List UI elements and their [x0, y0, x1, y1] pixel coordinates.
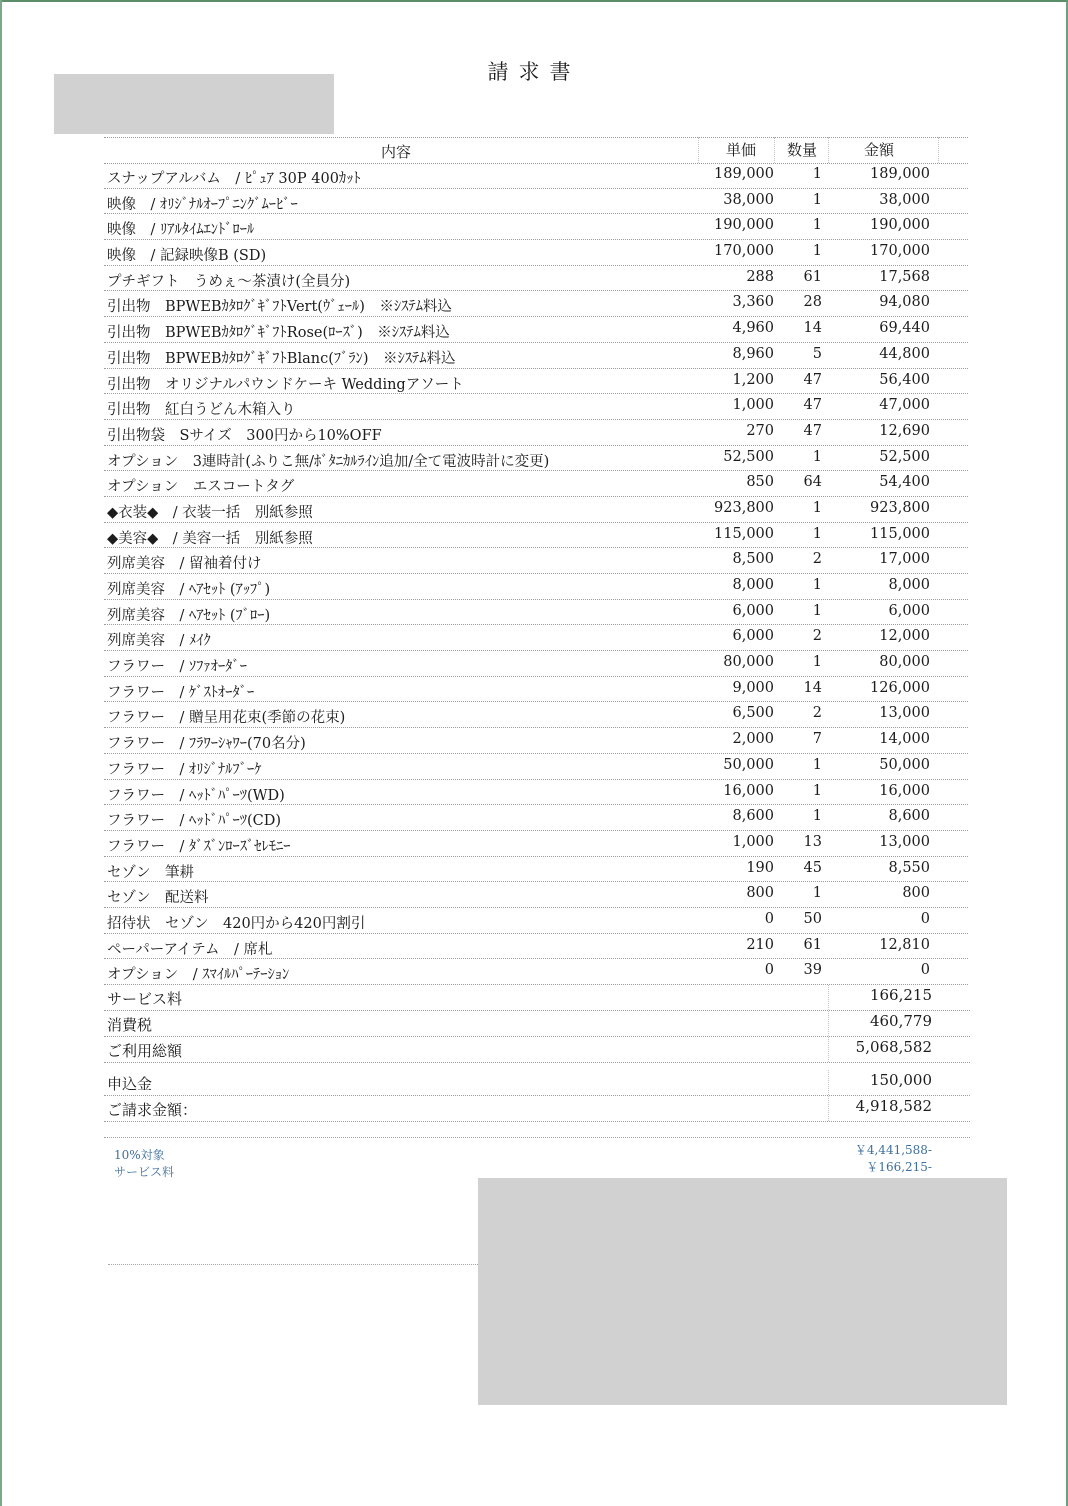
row-price: 16,000 — [723, 782, 774, 799]
table-row — [104, 625, 968, 651]
row-qty: 1 — [812, 756, 822, 773]
table-header — [104, 137, 968, 164]
row-qty: 47 — [803, 397, 822, 414]
row-amount: 12,000 — [879, 628, 930, 645]
row-qty: 1 — [812, 577, 822, 593]
row-desc: ◆衣装◆ / 衣装一括 別紙参照 — [107, 504, 313, 521]
table-row — [104, 317, 968, 343]
row-price: 52,500 — [723, 448, 774, 465]
row-price: 288 — [746, 268, 774, 285]
table-row — [104, 189, 968, 215]
row-amount: 13,000 — [879, 833, 930, 850]
row-qty: 28 — [803, 294, 822, 311]
table-row — [104, 831, 968, 857]
row-amount: 54,400 — [879, 474, 930, 491]
row-desc: フラワー / ﾍｯﾄﾞﾊﾟｰﾂ(CD) — [107, 813, 282, 830]
page-frame-left-edge — [0, 0, 2, 1506]
table-row — [104, 600, 968, 626]
table-row — [104, 574, 968, 600]
row-amount: 80,000 — [879, 654, 930, 671]
row-desc: フラワー / ｵﾘｼﾞﾅﾙﾌﾞｰｹ — [107, 761, 262, 778]
table-row — [104, 497, 968, 523]
row-price: 1,000 — [732, 397, 774, 414]
row-amount: 52,500 — [879, 448, 930, 465]
row-desc: フラワー / ﾀﾞｽﾞﾝﾛｰｽﾞｾﾚﾓﾆｰ — [107, 838, 291, 855]
summary-value: 5,068,582 — [855, 1038, 932, 1056]
summary-row — [104, 1011, 970, 1037]
row-price: 8,000 — [732, 577, 774, 593]
summary-divider — [828, 1037, 829, 1062]
row-desc: セゾン 配送料 — [107, 890, 209, 907]
row-price: 80,000 — [723, 654, 774, 671]
table-row — [104, 959, 968, 985]
header-divider — [938, 137, 939, 163]
row-price: 3,360 — [732, 294, 774, 311]
header-divider — [774, 137, 775, 163]
row-amount: 38,000 — [879, 191, 930, 208]
row-amount: 126,000 — [870, 679, 930, 696]
table-row — [104, 266, 968, 292]
summary-label: サービス料 — [107, 990, 183, 1008]
row-desc: 映像 / ﾘｱﾙﾀｲﾑｴﾝﾄﾞﾛｰﾙ — [107, 222, 255, 239]
signature-rule — [108, 1264, 478, 1265]
table-row — [104, 420, 968, 446]
row-qty: 61 — [803, 936, 822, 953]
row-desc: ペーパーアイテム / 席札 — [107, 941, 273, 958]
table-row — [104, 754, 968, 780]
redaction-block-bottom — [478, 1178, 1007, 1405]
table-row — [104, 934, 968, 960]
row-desc: オプション 3連時計(ふりこ無/ﾎﾞﾀﾆｶﾙﾗｲﾝ追加/全て電波時計に変更) — [107, 453, 550, 470]
row-price: 115,000 — [714, 525, 774, 542]
row-amount: 12,690 — [879, 422, 930, 439]
row-price: 190 — [746, 859, 774, 876]
row-price: 0 — [764, 910, 774, 927]
row-qty: 5 — [812, 345, 822, 362]
summary-divider — [828, 1070, 829, 1095]
row-price: 2,000 — [732, 731, 774, 748]
summary-value: 460,779 — [869, 1012, 932, 1030]
table-row — [104, 343, 968, 369]
row-desc: オプション / ｽﾏｲﾙﾊﾟｰﾃｰｼｮﾝ — [107, 967, 290, 984]
table-row — [104, 523, 968, 549]
table-row — [104, 163, 968, 189]
row-price: 850 — [746, 474, 774, 491]
table-row — [104, 728, 968, 754]
row-desc: 映像 / 記録映像B (SD) — [107, 248, 267, 265]
redaction-block-top — [54, 74, 334, 134]
row-amount: 12,810 — [879, 936, 930, 953]
table-row — [104, 882, 968, 908]
row-amount: 170,000 — [870, 243, 930, 260]
row-price: 8,600 — [732, 808, 774, 825]
tax-label-10pct: 10%対象 — [114, 1148, 165, 1162]
header-divider — [828, 137, 829, 163]
row-price: 9,000 — [732, 679, 774, 696]
table-row — [104, 446, 968, 472]
table-row — [104, 548, 968, 574]
row-qty: 61 — [803, 268, 822, 285]
row-desc: 引出物袋 Sサイズ 300円から10%OFF — [107, 427, 382, 444]
summary-divider — [828, 985, 829, 1010]
row-desc: オプション エスコートタグ — [107, 479, 295, 496]
row-price: 6,500 — [732, 705, 774, 722]
row-qty: 1 — [812, 191, 822, 208]
row-price: 50,000 — [723, 756, 774, 773]
row-qty: 14 — [803, 679, 822, 696]
row-qty: 50 — [803, 910, 822, 927]
table-row — [104, 214, 968, 240]
tax-rule — [104, 1137, 970, 1138]
row-qty: 14 — [803, 320, 822, 337]
row-price: 189,000 — [714, 166, 774, 182]
table-row — [104, 805, 968, 831]
summary-value: 4,918,582 — [855, 1097, 932, 1115]
row-amount: 6,000 — [888, 602, 930, 619]
row-price: 6,000 — [732, 628, 774, 645]
table-row — [104, 369, 968, 395]
row-amount: 56,400 — [879, 371, 930, 388]
row-desc: 列席美容 / ﾍｱｾｯﾄ (ﾌﾞﾛｰ) — [107, 607, 271, 624]
row-qty: 1 — [812, 499, 822, 516]
row-amount: 8,550 — [888, 859, 930, 876]
row-desc: フラワー / ｿﾌｧｵｰﾀﾞｰ — [107, 659, 247, 676]
summary-label: ご利用総額 — [107, 1042, 183, 1060]
tax-value-service: ￥166,215- — [866, 1160, 932, 1174]
row-desc: スナップアルバム / ﾋﾟｭｱ 30P 400ｶｯﾄ — [107, 171, 361, 187]
row-amount: 115,000 — [870, 525, 930, 542]
row-qty: 45 — [803, 859, 822, 876]
row-desc: ◆美容◆ / 美容一括 別紙参照 — [107, 530, 313, 547]
tax-value-10pct: ￥4,441,588- — [854, 1143, 932, 1157]
summary-section — [104, 985, 970, 1122]
row-qty: 47 — [803, 371, 822, 388]
row-qty: 1 — [812, 525, 822, 542]
row-amount: 17,000 — [879, 551, 930, 568]
row-desc: 引出物 BPWEBｶﾀﾛｸﾞｷﾞﾌﾄVert(ｳﾞｪｰﾙ) ※ｼｽﾃﾑ料込 — [107, 299, 452, 316]
table-body — [104, 163, 968, 985]
row-amount: 17,568 — [879, 268, 930, 285]
row-desc: 列席美容 / ﾍｱｾｯﾄ (ｱｯﾌﾟ) — [107, 582, 271, 598]
row-qty: 64 — [803, 474, 822, 491]
row-desc: 招待状 セゾン 420円から420円割引 — [107, 915, 366, 932]
row-qty: 1 — [812, 808, 822, 825]
row-desc: フラワー / ﾍｯﾄﾞﾊﾟｰﾂ(WD) — [107, 787, 285, 804]
row-qty: 7 — [812, 731, 822, 748]
row-desc: フラワー / ｹﾞｽﾄｵｰﾀﾞｰ — [107, 684, 255, 701]
row-amount: 69,440 — [879, 320, 930, 337]
header-price: 単価 — [725, 141, 756, 159]
row-desc: フラワー / ﾌﾗﾜｰｼｬﾜｰ(70名分) — [107, 736, 306, 753]
row-qty: 1 — [812, 217, 822, 234]
row-price: 190,000 — [714, 217, 774, 234]
row-desc: 引出物 紅白うどん木箱入り — [107, 402, 296, 419]
row-amount: 8,600 — [888, 808, 930, 825]
row-price: 8,500 — [732, 551, 774, 568]
row-qty: 47 — [803, 422, 822, 439]
summary-row — [104, 1037, 970, 1063]
row-amount: 94,080 — [879, 294, 930, 311]
table-row — [104, 857, 968, 883]
row-amount: 14,000 — [879, 731, 930, 748]
row-price: 923,800 — [714, 499, 774, 516]
row-price: 6,000 — [732, 602, 774, 619]
row-amount: 44,800 — [879, 345, 930, 362]
table-row — [104, 780, 968, 806]
row-qty: 2 — [812, 705, 822, 722]
table-row — [104, 702, 968, 728]
row-qty: 39 — [803, 962, 822, 979]
header-desc: 内容 — [380, 143, 411, 161]
header-amount: 金額 — [863, 141, 894, 159]
document-title: 請求書 — [487, 60, 581, 84]
row-desc: フラワー / 贈呈用花束(季節の花束) — [107, 710, 346, 727]
row-amount: 800 — [902, 885, 930, 902]
table-row — [104, 471, 968, 497]
row-qty: 1 — [812, 602, 822, 619]
summary-label: 消費税 — [107, 1016, 153, 1034]
row-desc: セゾン 筆耕 — [107, 864, 194, 881]
row-price: 210 — [746, 936, 774, 953]
row-qty: 1 — [812, 166, 822, 182]
summary-divider — [828, 1096, 829, 1121]
row-desc: 映像 / ｵﾘｼﾞﾅﾙｵｰﾌﾟﾆﾝｸﾞﾑｰﾋﾞｰ — [107, 196, 298, 213]
header-qty: 数量 — [786, 141, 817, 159]
row-desc: プチギフト うめぇ～茶漬け(全員分) — [107, 273, 351, 290]
row-qty: 1 — [812, 243, 822, 260]
row-qty: 1 — [812, 654, 822, 671]
row-price: 38,000 — [723, 191, 774, 208]
row-price: 4,960 — [732, 320, 774, 337]
row-desc: 引出物 オリジナルパウンドケーキ Weddingアソート — [107, 376, 464, 393]
row-amount: 50,000 — [879, 756, 930, 773]
header-divider — [698, 137, 699, 163]
table-row — [104, 291, 968, 317]
row-amount: 190,000 — [870, 217, 930, 234]
summary-label: ご請求金額： — [107, 1101, 198, 1119]
table-row — [104, 677, 968, 703]
row-price: 1,000 — [732, 833, 774, 850]
row-desc: 引出物 BPWEBｶﾀﾛｸﾞｷﾞﾌﾄBlanc(ﾌﾞﾗﾝ) ※ｼｽﾃﾑ料込 — [107, 350, 456, 367]
row-qty: 2 — [812, 628, 822, 645]
summary-row — [104, 985, 970, 1011]
table-row — [104, 651, 968, 677]
table-row — [104, 240, 968, 266]
summary-value: 166,215 — [869, 986, 932, 1004]
row-amount: 47,000 — [879, 397, 930, 414]
row-qty: 1 — [812, 448, 822, 465]
row-price: 0 — [764, 962, 774, 979]
tax-label-service: サービス料 — [114, 1165, 175, 1179]
row-desc: 列席美容 / ﾒｲｸ — [107, 633, 211, 650]
row-qty: 2 — [812, 551, 822, 568]
row-price: 170,000 — [714, 243, 774, 260]
row-qty: 1 — [812, 782, 822, 799]
row-price: 270 — [746, 422, 774, 439]
row-amount: 13,000 — [879, 705, 930, 722]
row-qty: 13 — [803, 833, 822, 850]
summary-divider — [828, 1011, 829, 1036]
row-desc: 列席美容 / 留袖着付け — [107, 556, 262, 573]
row-price: 8,960 — [732, 345, 774, 362]
row-amount: 923,800 — [870, 499, 930, 516]
row-amount: 0 — [920, 962, 930, 979]
table-row — [104, 908, 968, 934]
summary-label: 申込金 — [107, 1075, 153, 1093]
row-amount: 16,000 — [879, 782, 930, 799]
row-price: 1,200 — [732, 371, 774, 388]
summary-row — [104, 1096, 970, 1122]
row-amount: 189,000 — [870, 166, 930, 182]
summary-row — [104, 1070, 970, 1096]
row-amount: 0 — [920, 910, 930, 927]
row-price: 800 — [746, 885, 774, 902]
summary-value: 150,000 — [869, 1071, 932, 1089]
row-desc: 引出物 BPWEBｶﾀﾛｸﾞｷﾞﾌﾄRose(ﾛｰｽﾞ) ※ｼｽﾃﾑ料込 — [107, 325, 450, 342]
row-qty: 1 — [812, 885, 822, 902]
table-row — [104, 394, 968, 420]
row-amount: 8,000 — [888, 577, 930, 593]
